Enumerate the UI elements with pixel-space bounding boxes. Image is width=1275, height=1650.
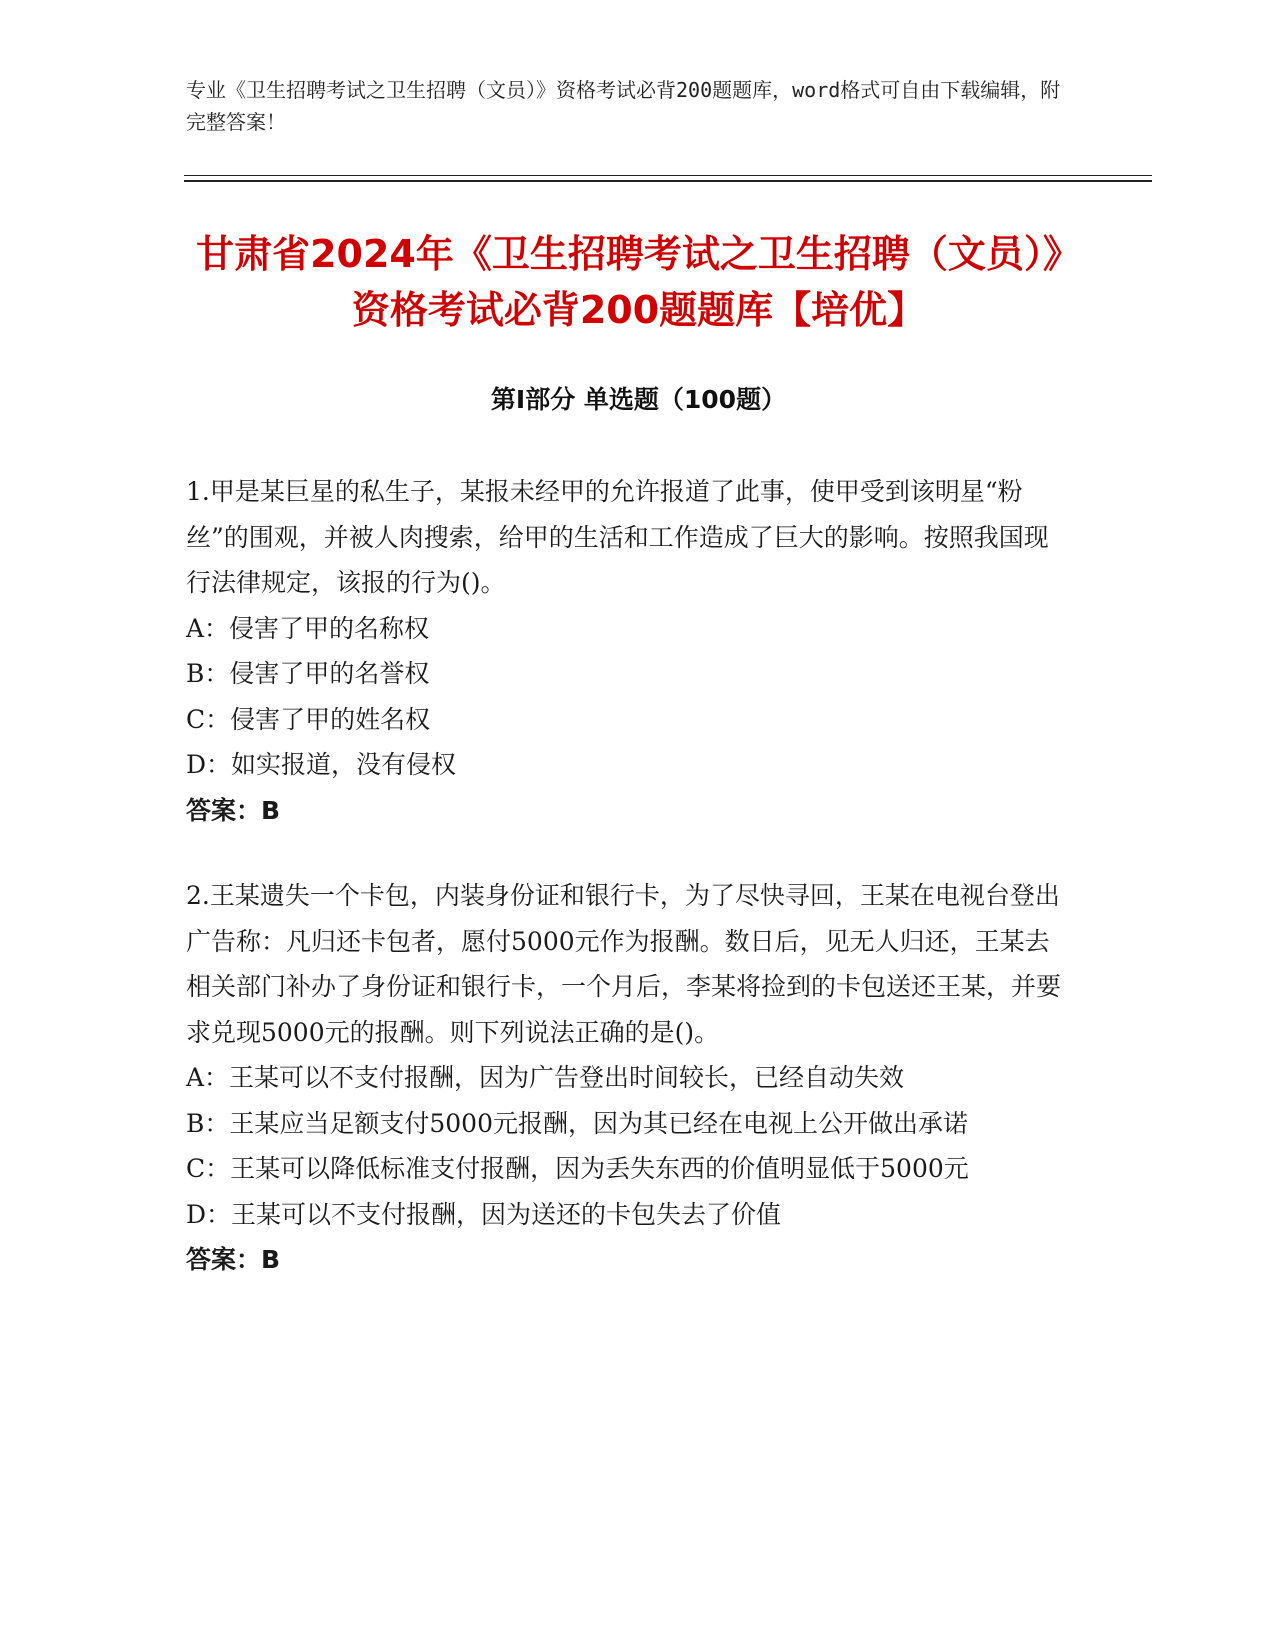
document-title: 甘肃省2024年《卫生招聘考试之卫生招聘（文员）》资格考试必背200题题库【培优】 [196, 232, 1081, 332]
question-stem: 2.王某遗失一个卡包，内装身份证和银行卡，为了尽快寻回，王某在电视台登出广告称：凡归还卡包者，愿付5000元作为报酬。数日后，见无人归还，王某去相关部门补办了身份证和银行卡，一个月后，李某将捡到的卡包送还王某，并要求兑现5000元的报酬。则下列说法正确的是()。 [186, 881, 1062, 1047]
answer-line: 答案：B [186, 795, 281, 825]
option-b: B：王某应当足额支付5000元报酬，因为其已经在电视上公开做出承诺 [186, 1108, 968, 1138]
option-a: A：王某可以不支付报酬，因为广告登出时间较长，已经自动失效 [186, 1063, 905, 1092]
option-a: A：侵害了甲的名称权 [186, 613, 430, 643]
section-heading: 第I部分 单选题（100题） [490, 385, 787, 414]
option-b: B：侵害了甲的名誉权 [186, 659, 430, 688]
header-rule-thick [184, 180, 1152, 182]
question-block [186, 469, 1066, 833]
option-c: C：王某可以降低标准支付报酬，因为丢失东西的价值明显低于5000元 [186, 1154, 969, 1183]
header-note: 专业《卫生招聘考试之卫生招聘（文员）》资格考试必背200题题库，word格式可自由下载编辑，附完整答案！ [186, 78, 1061, 134]
question-stem: 1.甲是某巨星的私生子，某报未经甲的允许报道了此事，使甲受到该明星“粉丝”的围观，并被人肉搜索，给甲的生活和工作造成了巨大的影响。按照我国现行法律规定，该报的行为()。 [186, 477, 1049, 597]
option-d: D：如实报道，没有侵权 [186, 750, 457, 779]
option-c: C：侵害了甲的姓名权 [186, 704, 431, 734]
option-d: D：王某可以不支付报酬，因为送还的卡包失去了价值 [186, 1199, 782, 1229]
answer-line: 答案：B [186, 1245, 281, 1274]
header-rule-thin [184, 175, 1152, 176]
question-block [186, 873, 1066, 1283]
